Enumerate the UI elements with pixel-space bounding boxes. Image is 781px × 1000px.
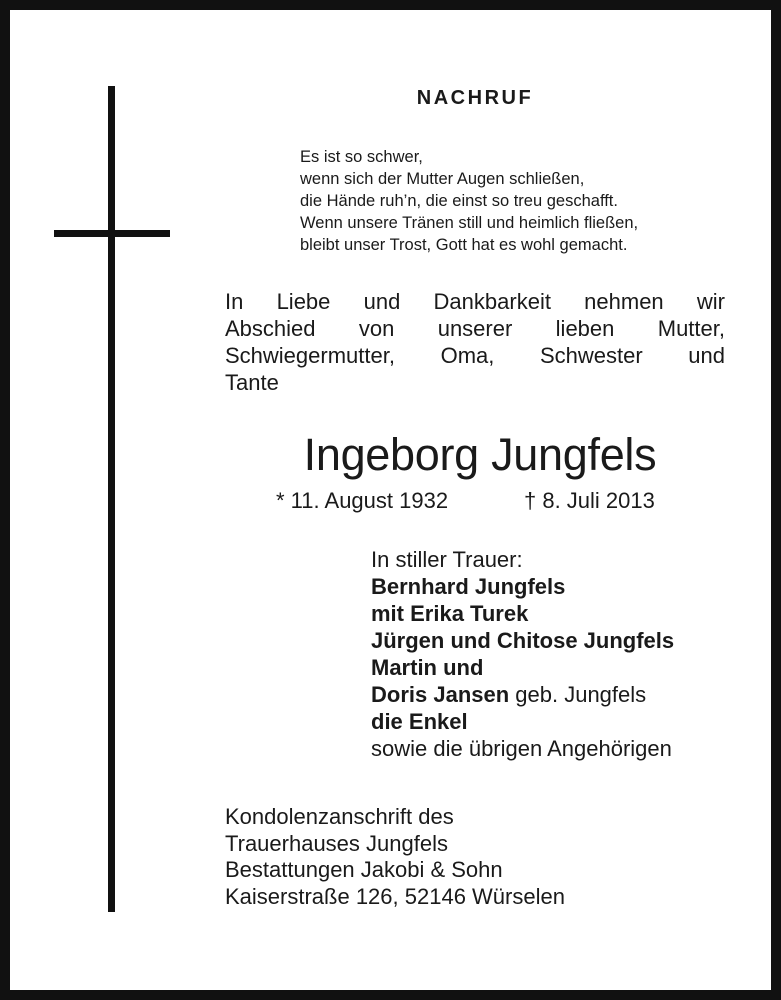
condolence-address	[225, 804, 565, 910]
poem-line: die Hände ruh’n, die einst so treu geschafft.	[300, 192, 618, 210]
poem	[300, 146, 638, 256]
poem-line: Es ist so schwer,	[300, 148, 423, 166]
mourner-name: Doris Jansen	[371, 682, 510, 707]
heading: NACHRUF	[416, 87, 534, 109]
mourners-list	[371, 546, 674, 762]
mourner-line	[371, 681, 674, 708]
birth-date: * 11. August 1932	[276, 488, 449, 513]
intro-line: In Liebe und Dankbarkeit nehmen wir	[225, 289, 725, 314]
intro-line: Abschied von unserer lieben Mutter,	[225, 316, 725, 341]
address-line: Kaiserstraße 126, 52146 Würselen	[225, 883, 565, 909]
cross-vertical-bar	[108, 86, 115, 912]
intro-line: Tante	[225, 370, 279, 395]
mourner-name: Bernhard Jungfels	[371, 574, 566, 599]
mourner-maiden-name: geb. Jungfels	[509, 682, 647, 707]
mourner-name: Martin und	[371, 655, 484, 680]
intro-line: Schwiegermutter, Oma, Schwester und	[225, 343, 725, 368]
poem-line: bleibt unser Trost, Gott hat es wohl gemacht.	[300, 236, 628, 254]
address-line: Bestattungen Jakobi & Sohn	[225, 857, 503, 882]
address-line: Kondolenzanschrift des	[225, 804, 454, 829]
mourner-name: mit Erika Turek	[371, 601, 529, 626]
intro-text	[225, 288, 725, 396]
deceased-name: Ingeborg Jungfels	[303, 429, 657, 480]
poem-line: wenn sich der Mutter Augen schließen,	[300, 170, 585, 188]
cross-horizontal-bar	[54, 230, 170, 237]
death-date: † 8. Juli 2013	[524, 488, 655, 513]
mourners-intro: In stiller Trauer:	[371, 547, 523, 572]
poem-line: Wenn unsere Tränen still und heimlich fließen,	[300, 214, 639, 232]
mourner-name: die Enkel	[371, 709, 468, 734]
address-line: Trauerhauses Jungfels	[225, 830, 448, 856]
mourner-relatives: sowie die übrigen Angehörigen	[371, 736, 672, 761]
mourner-name: Jürgen und Chitose Jungfels	[371, 628, 675, 653]
